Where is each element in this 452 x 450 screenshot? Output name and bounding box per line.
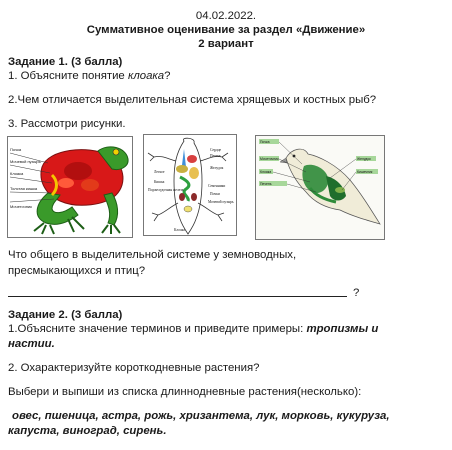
task2-question3: Выбери и выпиши из списка длиннодневные растения(несколько): (8, 386, 362, 398)
task1-figure-question-line1: Что общего в выделительной системе у земноводных, (8, 249, 297, 261)
date: 04.02.2022. (195, 10, 257, 22)
bird-figure (255, 135, 385, 240)
bird-diagram (256, 136, 384, 239)
bird-label-2: Клоака (260, 170, 272, 174)
frog-label-0: Почка (10, 147, 22, 152)
task1-q1-suffix: ? (164, 70, 171, 82)
task1-question3: 3. Рассмотри рисунки. (8, 118, 126, 130)
bird-label-1: Мочеточник (260, 157, 279, 161)
lizard-label-9: Поджелудочная железа (148, 188, 184, 192)
task1-q1-prefix: 1. Объясните понятие (8, 70, 128, 82)
answer-line[interactable] (8, 296, 347, 297)
variant: 2 вариант (198, 38, 254, 50)
bird-label-4: Желудок (357, 157, 371, 161)
frog-label-4: Мочеточник (10, 204, 32, 209)
plant-list-line2: капуста, виноград, сирень. (8, 425, 167, 437)
lizard-figure (143, 134, 237, 236)
frog-figure (7, 136, 133, 238)
task2-question2: 2. Охарактеризуйте короткодневные растения? (8, 362, 260, 374)
bird-label-0: Почка (260, 140, 270, 144)
lizard-label-0: Сердце (210, 148, 222, 152)
lizard-label-2: Печень (210, 154, 222, 158)
task1-heading: Задание 1. (3 балла) (8, 56, 123, 68)
task1-q1-term: клоака (127, 70, 165, 82)
lizard-label-7: Клоака (174, 228, 185, 232)
task1-figure-question-line2: пресмыкающихся и птиц? (8, 265, 146, 277)
frog-diagram (8, 137, 132, 237)
task2-question1 (8, 322, 378, 336)
lizard-label-6: Мочевой пузырь (208, 200, 234, 204)
frog-label-1: Мочевой пузырь (10, 159, 41, 164)
plant-list-line1: овес, пшеница, астра, рожь, хризантема, лук, морковь, кукуруза, (12, 410, 390, 422)
task2-heading: Задание 2. (3 балла) (8, 309, 123, 321)
task2-q1-terms-a: тропизмы и (306, 323, 379, 335)
task1-question2: 2.Чем отличается выделительная система хрящевых и костных рыб? (8, 94, 377, 106)
task1-question1 (8, 69, 170, 83)
lizard-label-3: Желудок (210, 166, 224, 170)
lizard-label-8: Кишка (154, 180, 165, 184)
frog-label-3: Толстая кишка (10, 186, 38, 191)
bird-label-3: Печень (260, 182, 272, 186)
task2-q1-terms-b: настии. (8, 338, 55, 350)
frog-label-2: Клоака (10, 171, 24, 176)
lizard-label-5: Почки (210, 192, 220, 196)
lizard-label-4: Семенники (208, 184, 226, 188)
task2-q1-text: 1.Объясните значение терминов и приведите примеры: (8, 323, 307, 335)
page-title: Суммативное оценивание за раздел «Движение» (86, 24, 366, 36)
lizard-label-1: Легкое (154, 170, 165, 174)
bird-label-5: Кишечник (357, 170, 373, 174)
lizard-diagram (144, 135, 236, 235)
answer-question-mark: ? (353, 287, 360, 299)
